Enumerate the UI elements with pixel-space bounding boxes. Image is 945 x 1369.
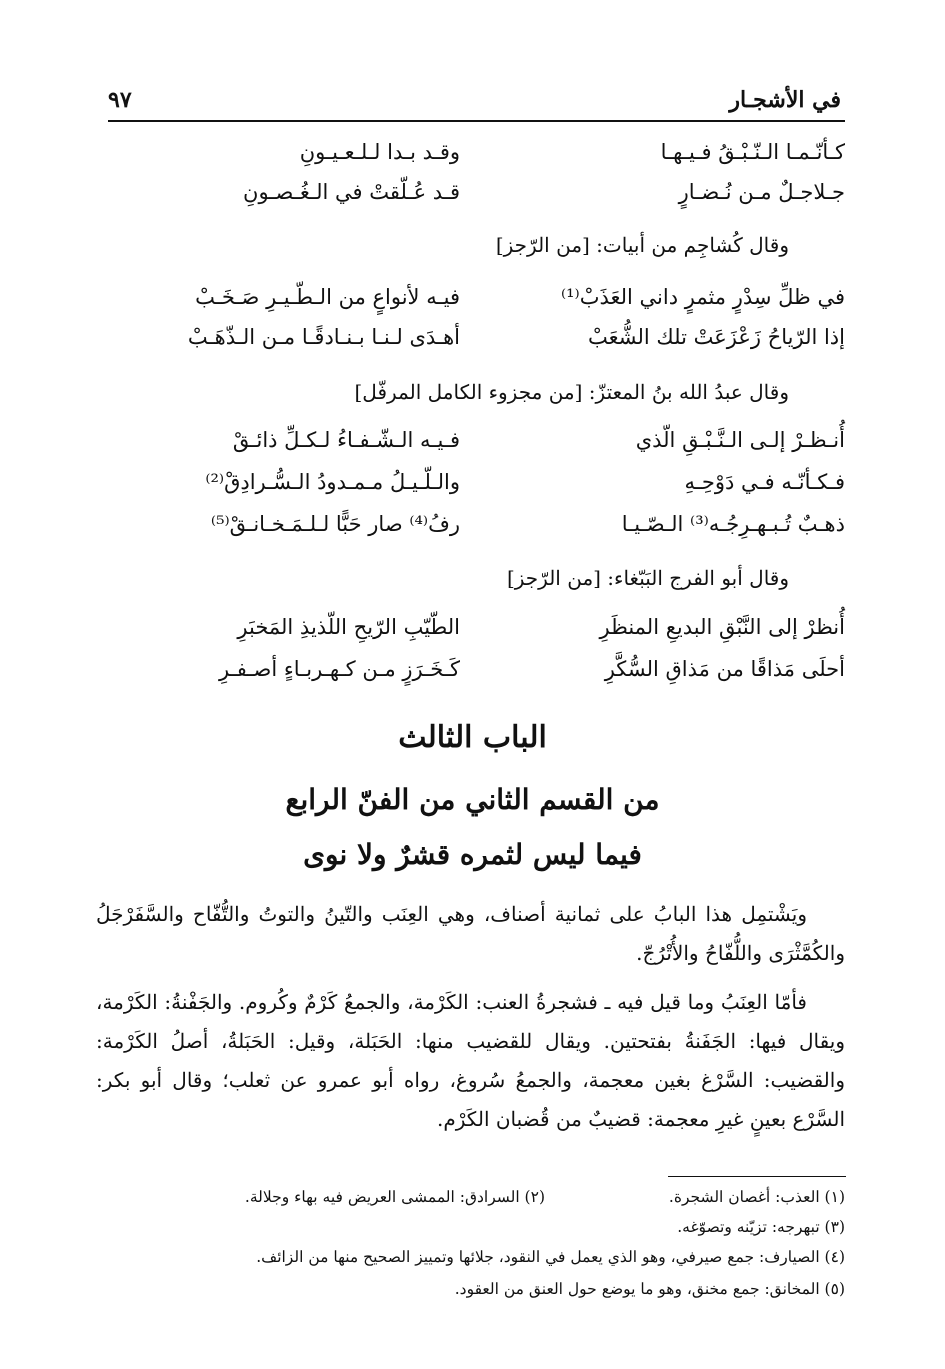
chapter-title: الباب الثالث [398, 720, 547, 755]
paragraph-text: فأمّا العِنَبُ وما قيل فيه ـ فشجرةُ العنب: الكَرْمة، والجمعُ كَرْمٌ وكُروم. والجَفْنةُ: الكَرْمة، ويقال فيها: الجَفَنةُ بفتحتين. ويقال للقضيب منها: الحَبَلة، وقيل: الحَبَلةُ، أصلُ الكَرْمة: والقضيب: السَّرْغ بغين معجمة، والجمعُ سُروغ، رواه أبو عمرو عن ثعلب؛ وقال أبو بكر: السَّرْع بعينٍ غيرِ معجمة: قضيبٌ من قُضبان الكَرْم. [96, 990, 845, 1131]
body-paragraph [96, 983, 845, 1139]
verse-line [150, 512, 845, 552]
verse-first-hemistich: ذهـبٌ تُـبـهـرِجُـه⁽³⁾ الـصّـيـا [621, 512, 845, 536]
running-header [108, 82, 841, 118]
footnote: (٤) الصيارف: جمع صيرفي، وهو الذي يعمل في النقود، جلائها وتمييز الصحيح منها من الزائف. [256, 1248, 845, 1266]
verse-second-hemistich: والـلّـيـلُ مـمـدودُ الـسُّـرادِقْ⁽²⁾ [205, 470, 460, 494]
verse-second-hemistich: وقـد بـدا لـلـعـيـونِ [299, 140, 460, 164]
footnote-rule [668, 1176, 846, 1177]
poem-intro: وقال أبو الفرج البَبّغاء: [من الرّجز] [506, 566, 789, 590]
verse-second-hemistich: قـد عُـلّقتْ في الـغُـصـونِ [243, 180, 460, 204]
chapter-subtitle: فيما ليس لثمره قشرٌ ولا نوى [303, 838, 642, 871]
verse-second-hemistich: الطّيّبِ الرّيحِ اللّذيذِ المَخبَرِ [237, 615, 460, 639]
verse-first-hemistich: فـكـأنّـه فـي دَوْحِـهِ [684, 470, 845, 494]
footnote: (٢) السرادق: الممشى العريض فيه بهاء وجلالة. [244, 1188, 545, 1206]
verse-second-hemistich: فـيـه الـشّـفـاءُ لـكـلِّ ذائـقْ [232, 428, 460, 452]
verse-first-hemistich: أُنظرْ إلى النَّبْقِ البديعِ المنظَرِ [599, 615, 845, 639]
verse-first-hemistich: جـلاجـلٌ مـن نُـضـارٍ [678, 180, 845, 204]
footnote: (٥) المخانق: جمع مخنق، وهو ما يوضع حول العنق من العقود. [454, 1280, 845, 1298]
verse-first-hemistich: في ظلِّ سِدْرٍ مثمرٍ داني العَذَبْ⁽¹⁾ [560, 285, 845, 309]
page-number: ٩٧ [108, 87, 132, 113]
verse-first-hemistich: إذا الرّياحُ زَعْزَعَتْ تلك الشُّعَبْ [588, 325, 845, 349]
header-rule [108, 120, 845, 122]
verse-line [150, 325, 845, 365]
running-title: في الأشجـار [729, 87, 841, 113]
verse-line [150, 428, 845, 468]
verse-line [150, 657, 845, 697]
verse-line [150, 285, 845, 325]
verse-second-hemistich: فيـه لأنواعٍ من الـطّـيـرِ صَـخَـبْ [195, 285, 460, 309]
footnote: (٣) تبهرجه: تزيّنه وتصوّغه. [677, 1218, 845, 1236]
verse-line [150, 140, 845, 180]
poem-intro: وقال عبدُ الله بنُ المعتزّ: [من مجزوء الكامل المرفّل] [354, 380, 789, 404]
verse-first-hemistich: كـأنّـمـا الـنّـبْـقُ فـيـهـا [660, 140, 845, 164]
verse-line [150, 615, 845, 655]
verse-line [150, 470, 845, 510]
poem-intro: وقال كُشاجِم من أبيات: [من الرّجز] [495, 233, 789, 257]
verse-first-hemistich: أُنـظـرْ إلـى الـنَّـبْـقِ الّذي [635, 428, 845, 452]
footnote: (١) العذب: أغصان الشجرة. [668, 1188, 845, 1206]
verse-second-hemistich: رفُ⁽⁴⁾ صار حَبًّا لـلـمَـخـانـقْ⁽⁵⁾ [210, 512, 460, 536]
verse-second-hemistich: كَـخَـرَزٍ مـن كـهـربـاءٍ أصـفـرِ [218, 657, 460, 681]
body-paragraph [96, 895, 845, 973]
verse-line [150, 180, 845, 220]
paragraph-text: ويَشْتمِل هذا البابُ على ثمانية أصناف، وهي العِنَب والتّينُ والتوتُ والتُّفّاح والسَّفَرْجَلُ والكُمَّثْرَى واللُّفّاحُ والأُتْرُجّ. [96, 902, 845, 965]
chapter-subtitle: من القسم الثاني من الفنّ الرابع [285, 783, 660, 816]
verse-first-hemistich: أحلَى مَذاقًا من مَذاقِ السُّكَّرِ [604, 657, 845, 681]
verse-second-hemistich: أهـدَى لـنـا بـنـادقًـا مـن الـذّهَـبْ [187, 325, 460, 349]
